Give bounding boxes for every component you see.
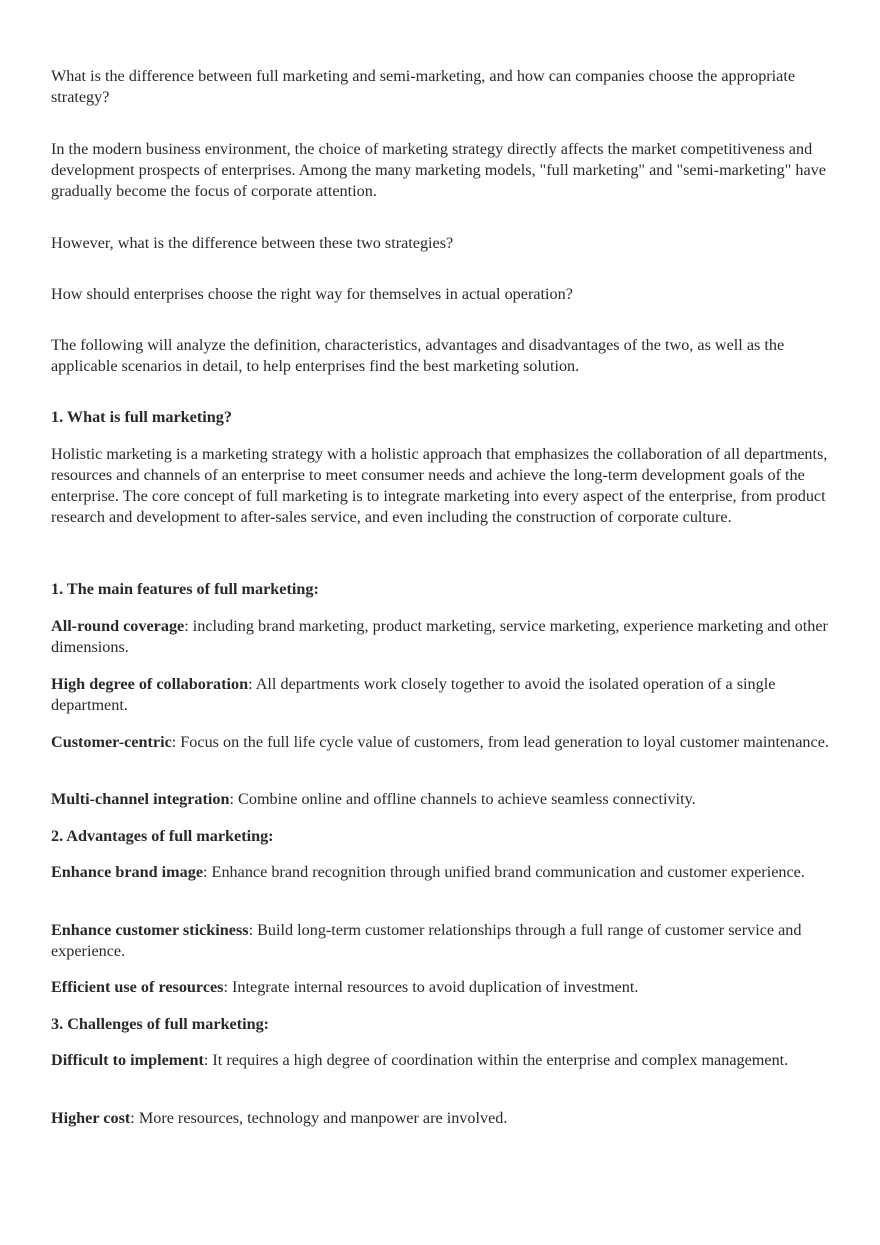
feature-text: : All departments work closely together to avoid the isolated operation of a single department. xyxy=(51,675,776,714)
intro-paragraph-2: However, what is the difference between these two strategies? xyxy=(51,234,454,252)
intro-paragraph-1: In the modern business environment, the choice of marketing strategy directly affects the market competitiveness and development prospects of enterprises. Among the many marketing models, "full marketing" and "semi-marketing" have gradually become the focus of corporate attention. xyxy=(51,140,826,200)
feature-text: : Focus on the full life cycle value of customers, from lead generation to loyal customer maintenance. xyxy=(171,733,829,751)
challenge-text: : More resources, technology and manpower are involved. xyxy=(130,1109,508,1127)
advantage-text: : Integrate internal resources to avoid duplication of investment. xyxy=(223,978,639,996)
advantage-term: Enhance brand image xyxy=(51,863,204,881)
feature-text: : Combine online and offline channels to achieve seamless connectivity. xyxy=(229,790,696,808)
challenge-text: : It requires a high degree of coordination within the enterprise and complex management. xyxy=(203,1051,789,1069)
section-heading-what-is-full-marketing: 1. What is full marketing? xyxy=(51,408,232,426)
feature-term: Multi-channel integration xyxy=(51,790,230,808)
advantage-text: : Enhance brand recognition through unified brand communication and customer experience. xyxy=(203,863,805,881)
feature-item xyxy=(51,616,841,658)
advantages-heading: 2. Advantages of full marketing: xyxy=(51,827,274,845)
advantage-item xyxy=(51,920,841,962)
intro-paragraph-4: The following will analyze the definition, characteristics, advantages and disadvantages of the two, as well as the applicable scenarios in detail, to help enterprises find the best marketing solution. xyxy=(51,336,785,375)
feature-term: High degree of collaboration xyxy=(51,675,249,693)
challenge-item xyxy=(51,1108,841,1129)
challenges-heading: 3. Challenges of full marketing: xyxy=(51,1015,270,1033)
advantage-item xyxy=(51,862,841,883)
feature-term: Customer-centric xyxy=(51,733,172,751)
advantage-item xyxy=(51,977,841,998)
feature-text: : including brand marketing, product marketing, service marketing, experience marketing and other dimensions. xyxy=(51,617,828,656)
section-body-definition: Holistic marketing is a marketing strategy with a holistic approach that emphasizes the collaboration of all departments, resources and channels of an enterprise to meet consumer needs and achieve the long-term development goals of the enterprise. The core concept of full marketing is to integrate marketing into every aspect of the enterprise, from product research and development to after-sales service, and even including the construction of corporate culture. xyxy=(51,445,828,526)
feature-item xyxy=(51,732,841,753)
advantage-text: : Build long-term customer relationships through a full range of customer service and experience. xyxy=(51,921,802,960)
features-heading: 1. The main features of full marketing: xyxy=(51,580,319,598)
challenge-term: Higher cost xyxy=(51,1109,131,1127)
intro-question: What is the difference between full marketing and semi-marketing, and how can companies choose the appropriate strategy? xyxy=(51,67,796,106)
feature-item xyxy=(51,674,841,716)
challenge-term: Difficult to implement xyxy=(51,1051,204,1069)
challenge-item xyxy=(51,1050,841,1071)
feature-term: All-round coverage xyxy=(51,617,185,635)
intro-paragraph-3: How should enterprises choose the right way for themselves in actual operation? xyxy=(51,285,573,303)
advantage-term: Enhance customer stickiness xyxy=(51,921,249,939)
advantage-term: Efficient use of resources xyxy=(51,978,224,996)
feature-item xyxy=(51,789,841,810)
